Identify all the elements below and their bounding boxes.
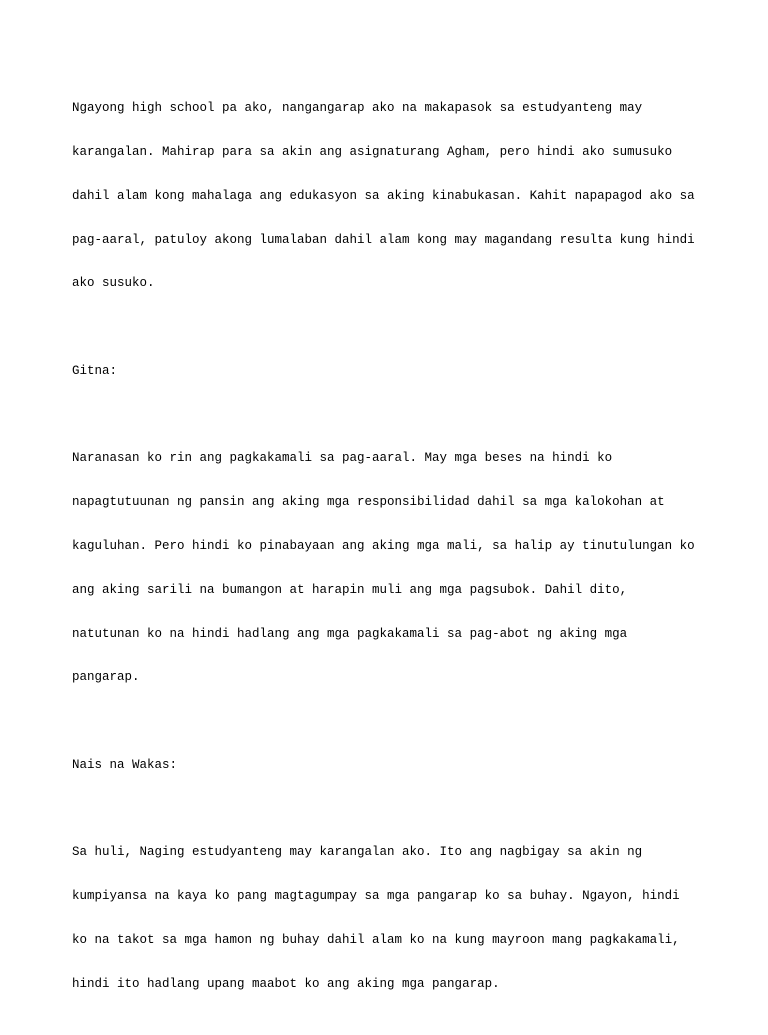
text-line: natutunan ko na hindi hadlang ang mga pagkakamali sa pag-abot ng aking mga [72, 626, 628, 641]
text-line: pag-aaral, patuloy akong lumalaban dahil alam kong may magandang resulta kung hindi [72, 232, 695, 247]
text-line: ang aking sarili na bumangon at harapin muli ang mga pagsubok. Dahil dito, [72, 582, 628, 597]
text-line: Naranasan ko rin ang pagkakamali sa pag-aaral. May mga beses na hindi ko [72, 451, 613, 466]
text-line: dahil alam kong mahalaga ang edukasyon sa aking kinabukasan. Kahit napapagod ako sa [72, 188, 695, 203]
text-line: ko na takot sa mga hamon ng buhay dahil alam ko na kung mayroon mang pagkakamali, [72, 933, 680, 948]
text-line: kumpiyansa na kaya ko pang magtagumpay sa mga pangarap ko sa buhay. Ngayon, hindi [72, 889, 680, 904]
document-page [72, 72, 712, 1035]
section-heading-nais-na-wakas [72, 729, 712, 802]
text-line: pangarap. [72, 670, 140, 685]
paragraph-intro [72, 72, 712, 320]
text-line: Nais na Wakas: [72, 757, 178, 772]
text-line: hindi ito hadlang upang maabot ko ang aking mga pangarap. [72, 976, 500, 991]
text-line: kaguluhan. Pero hindi ko pinabayaan ang aking mga mali, sa halip ay tinutulungan ko [72, 539, 695, 553]
text-line: Ngayong high school pa ako, nangangarap ako na makapasok sa estudyanteng may [72, 101, 643, 116]
paragraph-middle [72, 422, 712, 714]
paragraph-ending [72, 816, 712, 1020]
text-line: Gitna: [72, 363, 118, 378]
section-heading-gitna [72, 335, 712, 408]
text-line: Sa huli, Naging estudyanteng may karangalan ako. Ito ang nagbigay sa akin ng [72, 845, 643, 860]
text-line: napagtutuunan ng pansin ang aking mga responsibilidad dahil sa mga kalokohan at [72, 495, 665, 510]
text-line: karangalan. Mahirap para sa akin ang asignaturang Agham, pero hindi ako sumusuko [72, 144, 673, 159]
text-line: ako susuko. [72, 276, 155, 291]
